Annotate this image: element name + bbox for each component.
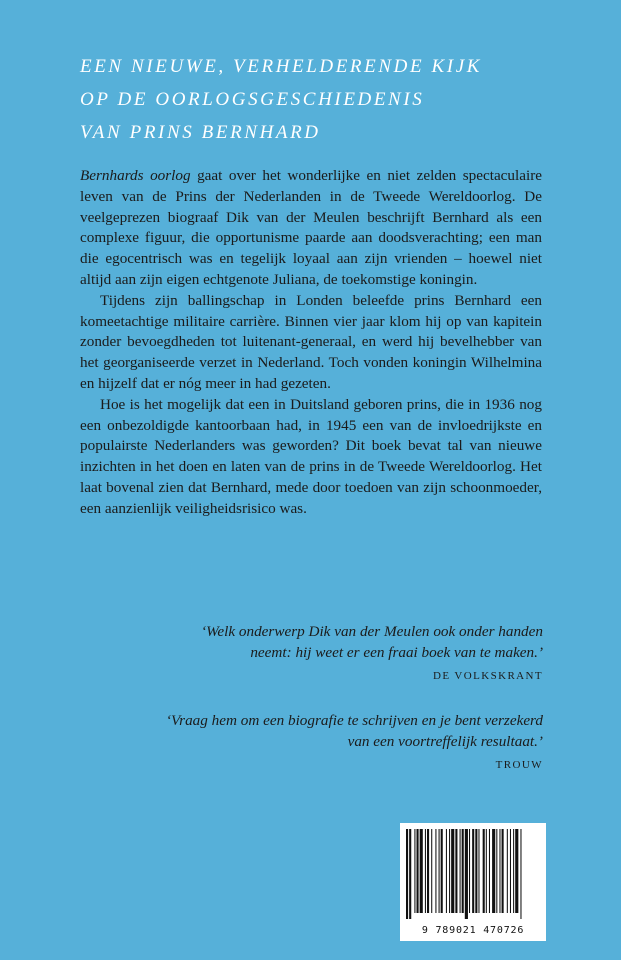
headline-line-2: OP DE OORLOGSGESCHIEDENIS	[80, 89, 425, 110]
blurb-paragraph-2: Tijdens zijn ballingschap in Londen beleefde prins Bernhard een komeetachtige militaire carrière. Binnen vier jaar klom hij op van kapitein zonder bevoegdheden tot luitenant-generaal, en werd hij bevelhebber van het georganiseerde verzet in Nederland. Toch vonden koningin Wilhelmina en hijzelf dat er nóg meer in had gezeten.	[80, 291, 542, 392]
blurb-paragraph-1-text: gaat over het wonderlijke en niet zelden spectaculaire leven van de Prins der Nederlanden in de Tweede Wereldoorlog. De veelgeprezen biograaf Dik van der Meulen beschrijft Bernhard als een complexe figuur, die opportunisme paarde aan doodsverachting; een man die egocentrisch was en tegelijk loyaal aan zijn vrienden – hoewel niet altijd aan zijn eigen echtgenote Juliana, de toekomstige koningin.	[80, 167, 542, 288]
book-title: Bernhards oorlog	[80, 167, 191, 184]
barcode	[400, 823, 546, 941]
quote-line: van een voortreffelijk resultaat.’	[347, 732, 543, 750]
quote-line: ‘Vraag hem om een biografie te schrijven en je bent verzekerd	[165, 712, 543, 729]
review-quote-volkskrant	[73, 622, 543, 686]
headline	[80, 50, 580, 149]
headline-line-3: VAN PRINS BERNHARD	[80, 122, 321, 143]
quote-source: TROUW	[495, 758, 543, 771]
quote-line: neemt: hij weet er een fraai boek van te maken.’	[250, 643, 543, 661]
quote-line: ‘Welk onderwerp Dik van der Meulen ook onder handen	[201, 623, 543, 640]
barcode-bars-icon	[404, 829, 542, 921]
isbn-number: 9 789021 470726	[421, 925, 525, 936]
quote-source: DE VOLKSKRANT	[433, 669, 543, 682]
blurb-paragraph-3: Hoe is het mogelijk dat een in Duitsland geboren prins, die in 1936 nog een onbezoldigde kantoorbaan had, in 1945 een van de invloedrijkste en populairste Nederlanders was geworden? Dit boek bevat tal van nieuwe inzichten in het doen en laten van de prins in de Tweede Wereldoorlog. Het laat bovenal zien dat Bernhard, mede door toedoen van zijn schoonmoeder, een aanzienlijk veiligheidsrisico was.	[80, 395, 542, 517]
blurb-paragraph-1	[80, 166, 542, 291]
review-quote-trouw	[73, 711, 543, 775]
blurb	[80, 166, 542, 520]
headline-line-1: EEN NIEUWE, VERHELDERENDE KIJK	[80, 56, 483, 77]
